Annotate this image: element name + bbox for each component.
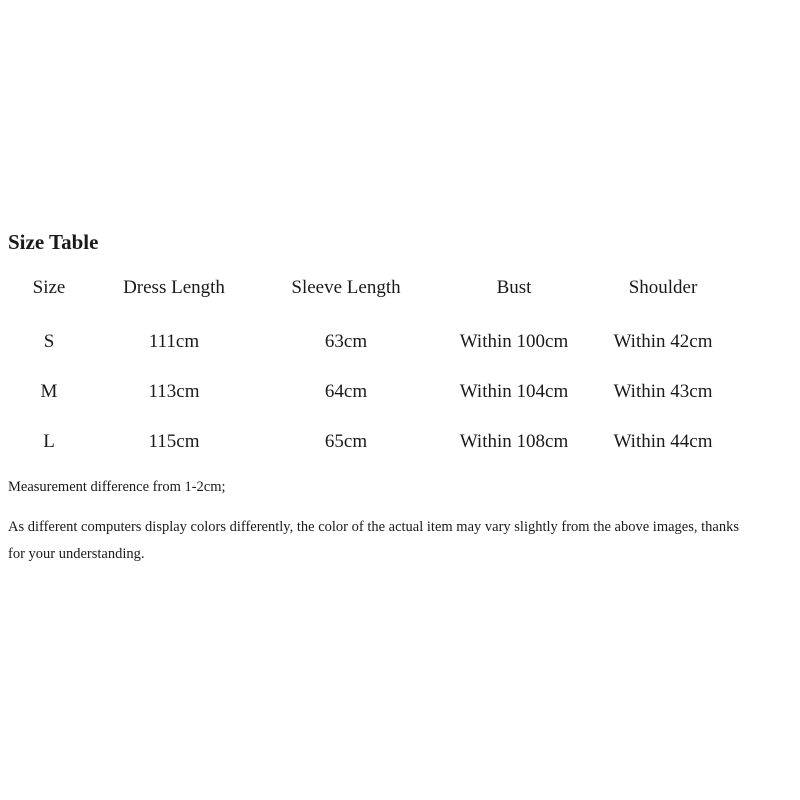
table-header-row (0, 273, 800, 303)
header-size: Size (32, 277, 66, 298)
cell-size: L (43, 431, 55, 452)
cell-shoulder: Within 43cm (613, 381, 713, 402)
cell-sleeve-length: 64cm (324, 381, 368, 402)
table-row (0, 327, 800, 357)
color-disclaimer: As different computers display colors differently, the color of the actual item may vary slightly from the above images, thanks for your understanding. (8, 519, 739, 562)
table-title: Size Table (8, 230, 99, 254)
cell-dress-length: 115cm (148, 431, 200, 452)
cell-sleeve-length: 63cm (324, 331, 368, 352)
cell-shoulder: Within 44cm (613, 431, 713, 452)
cell-size: S (43, 331, 55, 352)
header-dress-length: Dress Length (123, 277, 225, 298)
cell-bust: Within 104cm (459, 381, 569, 402)
cell-dress-length: 111cm (148, 331, 200, 352)
cell-sleeve-length: 65cm (324, 431, 368, 452)
table-row (0, 377, 800, 407)
cell-dress-length: 113cm (148, 381, 200, 402)
cell-size: M (40, 381, 58, 402)
measurement-note: Measurement difference from 1-2cm; (8, 479, 226, 495)
table-row (0, 427, 800, 457)
header-shoulder: Shoulder (628, 277, 698, 298)
header-bust: Bust (496, 277, 532, 298)
header-sleeve-length: Sleeve Length (291, 277, 401, 298)
cell-bust: Within 100cm (459, 331, 569, 352)
cell-bust: Within 108cm (459, 431, 569, 452)
cell-shoulder: Within 42cm (613, 331, 713, 352)
